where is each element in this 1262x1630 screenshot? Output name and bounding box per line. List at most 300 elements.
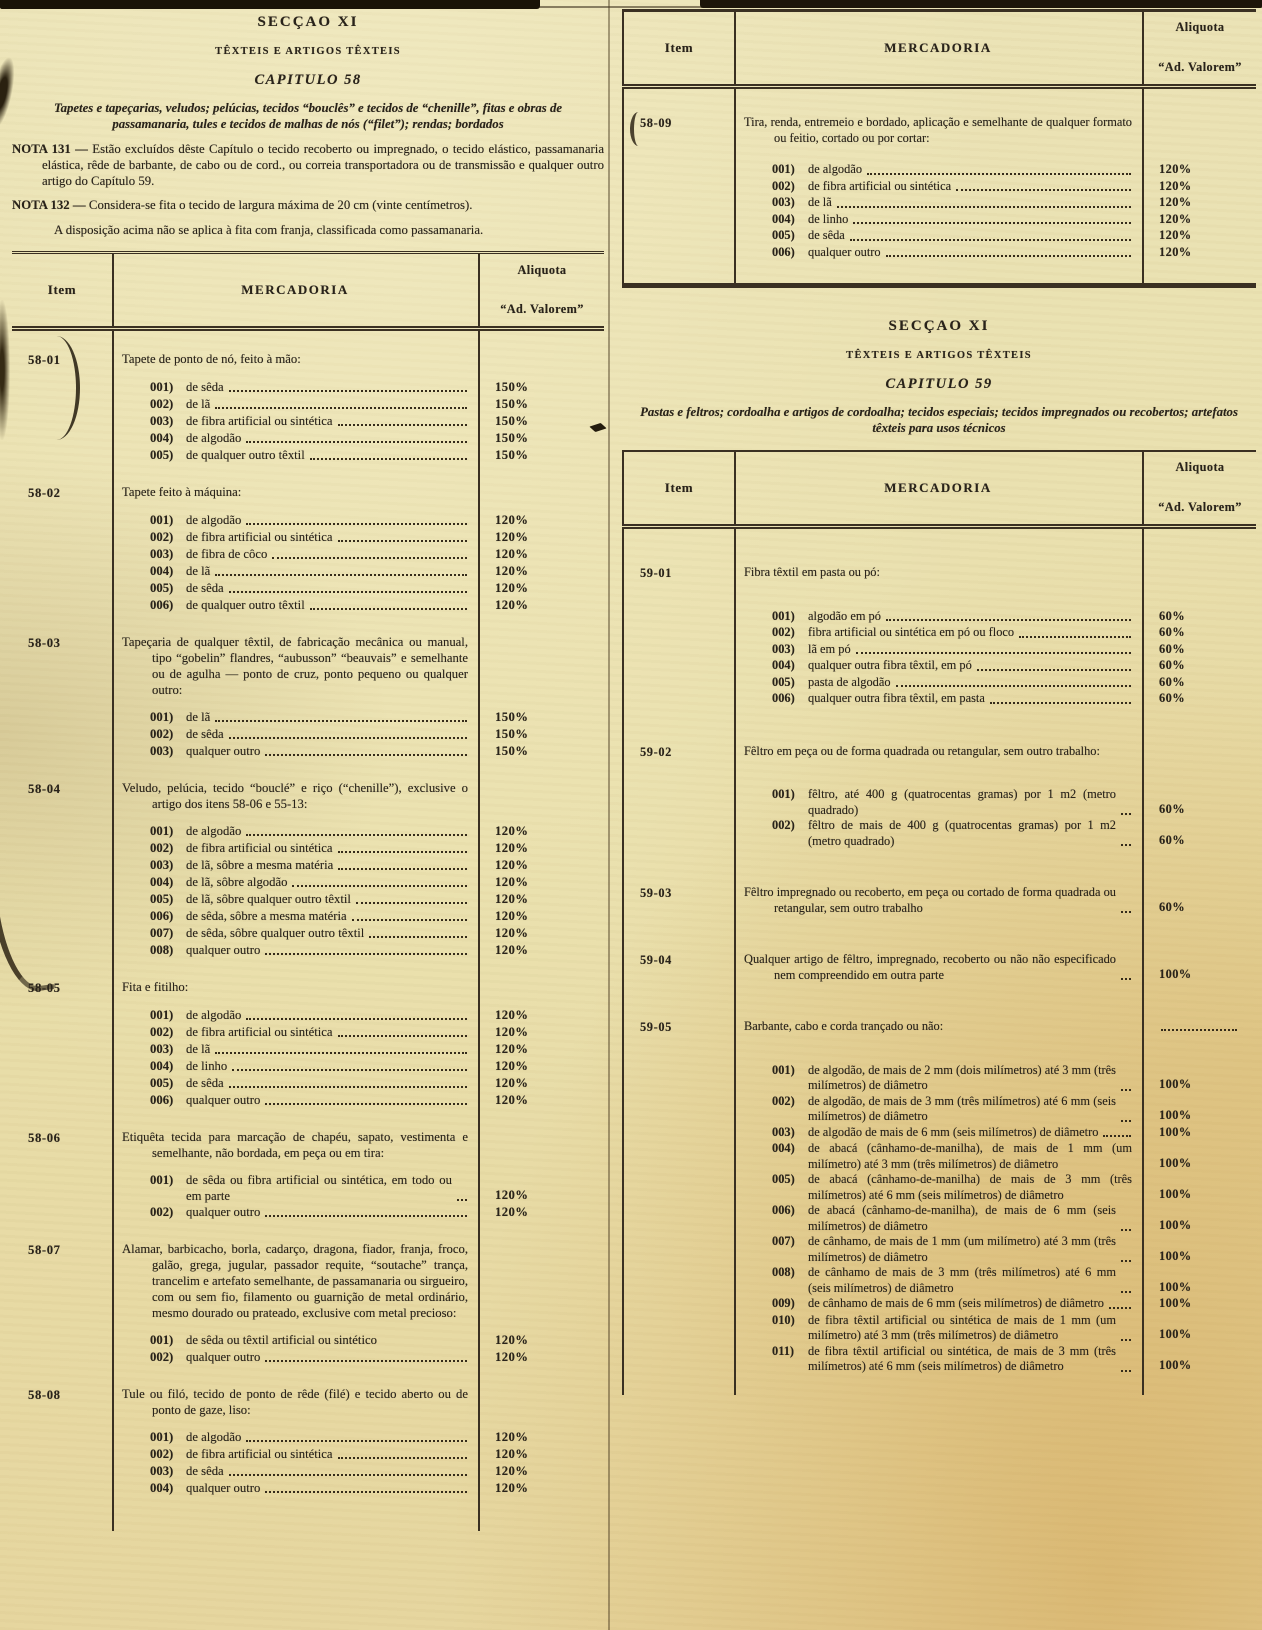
item-code-cell bbox=[622, 885, 734, 916]
sub-item-line bbox=[122, 743, 468, 759]
tariff-sub-item-row bbox=[622, 1063, 1256, 1094]
tariff-sub-item-row bbox=[12, 743, 604, 760]
table-spacer-row bbox=[12, 760, 604, 780]
mercadoria-cell bbox=[112, 1386, 480, 1418]
dot-leader bbox=[1121, 1291, 1131, 1293]
item-code-cell bbox=[622, 609, 734, 626]
sub-item-body bbox=[808, 1125, 1132, 1141]
rate-cell bbox=[480, 1109, 604, 1129]
mercadoria-cell bbox=[112, 580, 480, 597]
table-header-row bbox=[622, 12, 1256, 89]
item-description: Tapeçaria de qualquer têxtil, de fabricação mecânica ou manual, tipo “gobelin” flandres, “aubusson” “beauvais” e semelhante ou de agulha — ponto de cruz, ponto pequeno ou qualquer outro: bbox=[122, 634, 468, 697]
rate-cell bbox=[480, 447, 604, 464]
mercadoria-cell bbox=[112, 1349, 480, 1366]
rate-cell bbox=[480, 979, 604, 996]
sub-item-number: 004) bbox=[150, 874, 174, 889]
dot-leader bbox=[338, 1035, 467, 1037]
mercadoria-cell bbox=[112, 614, 480, 634]
sub-item-body bbox=[808, 1265, 1132, 1296]
sub-item-text: de cânhamo de mais de 6 mm (seis milímetros) de diâmetro bbox=[808, 1296, 1104, 1310]
rate-cell bbox=[480, 351, 604, 368]
mercadoria-cell bbox=[734, 708, 1144, 744]
rate-value: 120% bbox=[1159, 228, 1192, 242]
sub-item-text: de sêda, sôbre qualquer outro têxtil bbox=[186, 925, 365, 940]
sub-item-body bbox=[186, 709, 468, 725]
sub-item-number: 001) bbox=[150, 1172, 174, 1187]
dot-leader bbox=[1121, 1229, 1131, 1231]
sub-item-line bbox=[744, 1172, 1132, 1203]
sub-item-body bbox=[186, 597, 468, 613]
item-code-cell bbox=[12, 512, 112, 529]
mercadoria-cell bbox=[112, 1109, 480, 1129]
sub-item-line bbox=[122, 512, 468, 528]
item-code-cell bbox=[12, 634, 112, 698]
sub-item-body bbox=[186, 891, 468, 907]
chapter-notes bbox=[12, 142, 604, 239]
chapter-title: CAPITULO 58 bbox=[254, 72, 362, 88]
tariff-sub-item-row bbox=[12, 709, 604, 726]
tariff-sub-item-row bbox=[622, 1296, 1256, 1313]
sub-item-line bbox=[122, 1092, 468, 1108]
table-spacer-row bbox=[622, 146, 1256, 162]
rate-cell bbox=[480, 1058, 604, 1075]
sub-item-line bbox=[122, 1204, 468, 1220]
sub-item-text: de algodão bbox=[186, 512, 242, 527]
sub-item-line bbox=[122, 1480, 468, 1496]
sub-item-text: de algodão, de mais de 2 mm (dois milímetros) até 3 mm (três milímetros) de diâmetro bbox=[808, 1062, 1116, 1092]
sub-item-body bbox=[186, 413, 468, 429]
rate-value: 100% bbox=[1159, 1186, 1192, 1201]
sub-item-body bbox=[186, 874, 468, 890]
item-code-cell bbox=[622, 916, 734, 952]
tariff-sub-item-row bbox=[622, 195, 1256, 212]
sub-item-body bbox=[808, 818, 1132, 849]
left-column bbox=[12, 0, 604, 1531]
tariff-sub-item-row bbox=[12, 891, 604, 908]
tariff-item-row bbox=[12, 979, 604, 996]
sub-item-body bbox=[186, 840, 468, 856]
item-code-cell bbox=[12, 1349, 112, 1366]
item-description: Barbante, cabo e corda trançado ou não: bbox=[744, 1019, 944, 1033]
dot-leader bbox=[229, 1474, 467, 1476]
sub-item-line bbox=[122, 546, 468, 562]
sub-item-body bbox=[808, 1313, 1132, 1344]
mercadoria-cell bbox=[734, 146, 1144, 162]
rate-value: 60% bbox=[1159, 641, 1185, 656]
rate-value: 60% bbox=[1159, 899, 1185, 914]
sub-item-body bbox=[808, 228, 1132, 244]
rate-value: 120% bbox=[495, 1024, 529, 1039]
mercadoria-cell bbox=[734, 12, 1144, 84]
table-spacer-row bbox=[12, 1418, 604, 1429]
sub-item-number: 004) bbox=[772, 658, 795, 672]
dot-leader bbox=[850, 239, 1131, 241]
sub-item-line bbox=[744, 642, 1132, 658]
sub-item-line bbox=[744, 1313, 1132, 1344]
table-spacer-row bbox=[12, 1161, 604, 1172]
sub-item-body bbox=[808, 1094, 1132, 1125]
sub-item-body bbox=[186, 857, 468, 873]
tariff-item-row bbox=[12, 634, 604, 698]
item-code-cell bbox=[12, 368, 112, 379]
sub-item-body bbox=[186, 942, 468, 958]
table-header-item: Item bbox=[47, 281, 77, 297]
mercadoria-cell bbox=[734, 115, 1144, 146]
mercadoria-cell bbox=[112, 709, 480, 726]
item-code-cell bbox=[12, 698, 112, 709]
item-code-cell bbox=[12, 1497, 112, 1531]
rate-cell bbox=[480, 698, 604, 709]
rate-cell bbox=[480, 726, 604, 743]
sub-item-body bbox=[808, 1203, 1132, 1234]
rate-cell bbox=[480, 891, 604, 908]
sub-item-line bbox=[122, 1429, 468, 1445]
rate-cell bbox=[480, 942, 604, 959]
item-description: Fita e fitilho: bbox=[122, 979, 189, 994]
dot-leader bbox=[265, 1491, 467, 1493]
dot-leader bbox=[1121, 1339, 1131, 1341]
item-description-line bbox=[122, 979, 468, 995]
item-code-cell bbox=[12, 1332, 112, 1349]
item-code-cell bbox=[12, 379, 112, 396]
mercadoria-cell bbox=[734, 1094, 1144, 1125]
table-spacer-row bbox=[12, 698, 604, 709]
sub-item-number: 001) bbox=[772, 162, 795, 176]
mercadoria-cell bbox=[734, 1375, 1144, 1395]
table-spacer-row bbox=[622, 983, 1256, 1019]
mercadoria-cell bbox=[112, 1007, 480, 1024]
sub-item-text: de cânhamo, de mais de 1 mm (um milímetro) até 3 mm (três milímetros) de diâmetro bbox=[808, 1234, 1116, 1264]
item-code-cell bbox=[12, 1386, 112, 1418]
rate-cell bbox=[480, 512, 604, 529]
sub-item-line bbox=[744, 1094, 1132, 1125]
tariff-sub-item-row bbox=[12, 874, 604, 891]
sub-item-line bbox=[744, 787, 1132, 818]
mercadoria-cell bbox=[112, 546, 480, 563]
sub-item-body bbox=[186, 1092, 468, 1108]
mercadoria-cell bbox=[734, 195, 1144, 212]
rate-value: 120% bbox=[495, 1349, 529, 1364]
sub-item-number: 006) bbox=[150, 1092, 174, 1107]
item-description: Tira, renda, entremeio e bordado, aplicação e semelhante de qualquer formato ou feitio, cortado ou por cortar: bbox=[744, 115, 1132, 145]
mercadoria-cell bbox=[112, 698, 480, 709]
item-code-cell bbox=[12, 331, 112, 351]
rate-cell bbox=[1144, 1125, 1256, 1142]
item-code-cell bbox=[12, 760, 112, 780]
sub-item-text: de algodão bbox=[186, 430, 242, 445]
sub-item-text: qualquer outro bbox=[808, 244, 881, 259]
item-code: 58-01 bbox=[28, 352, 61, 367]
rate-cell bbox=[480, 1386, 604, 1418]
sub-item-number: 004) bbox=[772, 1141, 795, 1155]
item-code-cell bbox=[12, 709, 112, 726]
tariff-sub-item-row bbox=[622, 1344, 1256, 1375]
section-subtitle: TÊXTEIS E ARTIGOS TÊXTEIS bbox=[215, 46, 401, 57]
tariff-item-row bbox=[622, 885, 1256, 916]
item-code-cell bbox=[622, 115, 734, 146]
sub-item-text: de abacá (cânhamo-de-manilha), de mais de 1 mm (um milímetro) até 3 mm (três milímetros) de diâmetro bbox=[808, 1141, 1132, 1171]
item-description-line bbox=[744, 744, 1132, 760]
rate-cell bbox=[480, 430, 604, 447]
table-header-ad-valorem: “Ad. Valorem” bbox=[1158, 499, 1242, 514]
mercadoria-cell bbox=[734, 212, 1144, 229]
rate-value: 120% bbox=[495, 1075, 529, 1090]
sub-item-line bbox=[744, 228, 1132, 244]
mercadoria-cell bbox=[734, 1234, 1144, 1265]
sub-item-line bbox=[122, 563, 468, 579]
rate-cell bbox=[480, 1418, 604, 1429]
tariff-item-row bbox=[12, 351, 604, 368]
sub-item-line bbox=[122, 1332, 468, 1348]
dot-leader bbox=[1121, 844, 1131, 846]
sub-item-line bbox=[744, 1234, 1132, 1265]
rate-cell bbox=[1144, 658, 1256, 675]
sub-item-text: de lã, sôbre algodão bbox=[186, 874, 288, 889]
mercadoria-cell bbox=[112, 1332, 480, 1349]
mercadoria-cell bbox=[734, 787, 1144, 818]
sub-item-line bbox=[744, 1203, 1132, 1234]
column-divider-rule bbox=[608, 0, 610, 1630]
sub-item-line bbox=[122, 1041, 468, 1057]
mercadoria-cell bbox=[112, 823, 480, 840]
item-code-cell bbox=[12, 529, 112, 546]
rate-value: 120% bbox=[495, 546, 529, 561]
item-code: 58-04 bbox=[28, 781, 61, 796]
mercadoria-cell bbox=[112, 529, 480, 546]
rate-cell bbox=[1144, 1019, 1256, 1036]
tariff-sub-item-row bbox=[622, 642, 1256, 659]
mercadoria-cell bbox=[112, 1241, 480, 1321]
sub-item-number: 006) bbox=[772, 244, 795, 259]
sub-item-body bbox=[186, 823, 468, 839]
sub-item-body bbox=[808, 1234, 1132, 1265]
item-code-cell bbox=[622, 1125, 734, 1142]
mercadoria-cell bbox=[734, 916, 1144, 952]
sub-item-number: 003) bbox=[772, 195, 795, 209]
table-spacer-row bbox=[12, 368, 604, 379]
item-description-line bbox=[744, 885, 1132, 916]
rate-cell bbox=[480, 760, 604, 780]
mercadoria-cell bbox=[112, 1058, 480, 1075]
sub-item-body bbox=[186, 1172, 468, 1204]
item-code-cell bbox=[622, 582, 734, 609]
section-title: SECÇAO XI bbox=[888, 318, 990, 334]
tariff-sub-item-row bbox=[12, 529, 604, 546]
item-description-line bbox=[744, 1019, 1132, 1035]
mercadoria-cell bbox=[734, 1296, 1144, 1313]
item-code-cell bbox=[622, 162, 734, 179]
item-description: Tule ou filó, tecido de ponto de rêde (filé) e tecido aberto ou de ponto de gaze, liso: bbox=[122, 1386, 468, 1417]
sub-item-line bbox=[744, 691, 1132, 707]
rate-cell bbox=[1144, 179, 1256, 196]
sub-item-body bbox=[808, 1141, 1132, 1172]
item-description: Veludo, pelúcia, tecido “bouclé” e riço (“chenille”), exclusive o artigo dos itens 58-06 e 55-13: bbox=[122, 780, 468, 811]
mercadoria-cell bbox=[112, 563, 480, 580]
sub-item-line bbox=[122, 925, 468, 941]
rate-cell bbox=[1144, 1265, 1256, 1296]
tariff-sub-item-row bbox=[622, 212, 1256, 229]
dot-leader bbox=[265, 1103, 467, 1105]
rate-cell bbox=[480, 812, 604, 823]
rate-cell bbox=[480, 874, 604, 891]
item-code-cell bbox=[12, 396, 112, 413]
dot-leader bbox=[215, 720, 467, 722]
mercadoria-cell bbox=[112, 597, 480, 614]
table-spacer-row bbox=[12, 614, 604, 634]
dot-leader bbox=[265, 1215, 467, 1217]
rate-value: 120% bbox=[495, 891, 529, 906]
rate-value: 120% bbox=[495, 529, 529, 544]
sub-item-number: 002) bbox=[150, 1024, 174, 1039]
item-code: 59-05 bbox=[640, 1020, 672, 1034]
rate-cell bbox=[480, 634, 604, 698]
table-spacer-row bbox=[622, 916, 1256, 952]
dot-leader bbox=[292, 885, 467, 887]
sub-item-line bbox=[122, 1075, 468, 1091]
sub-item-number: 005) bbox=[150, 891, 174, 906]
sub-item-text: de fibra de côco bbox=[186, 546, 268, 561]
nota-132 bbox=[12, 198, 604, 214]
item-description: Fêltro impregnado ou recoberto, em peça ou cortado de forma quadrada ou retangular, sem outro trabalho bbox=[744, 885, 1116, 915]
dot-leader bbox=[338, 868, 467, 870]
item-code-cell bbox=[622, 1172, 734, 1203]
sub-item-text: de qualquer outro têxtil bbox=[186, 597, 305, 612]
nota-131-text: Estão excluídos dêste Capítulo o tecido recoberto ou impregnado, o tecido elástico, passamanaria elástica, rêde de barbante, de cabo ou de cord., ou correia transportadora ou de transmissão e qualquer outro artigo do Capítulo 59. bbox=[42, 142, 604, 188]
mercadoria-cell bbox=[734, 675, 1144, 692]
table-header-item: Item bbox=[664, 480, 694, 496]
item-code-cell bbox=[622, 691, 734, 708]
rate-value: 150% bbox=[495, 430, 529, 445]
table-header-mercadoria: MERCADORIA bbox=[884, 480, 992, 496]
sub-item-body bbox=[186, 1007, 468, 1023]
sub-item-body bbox=[186, 925, 468, 941]
tariff-sub-item-row bbox=[12, 413, 604, 430]
tariff-sub-item-row bbox=[12, 1075, 604, 1092]
item-code: 58-07 bbox=[28, 1242, 61, 1257]
tariff-table-chapter-59 bbox=[622, 450, 1256, 1395]
table-spacer-row bbox=[12, 464, 604, 484]
item-code-cell bbox=[12, 351, 112, 368]
rate-value: 60% bbox=[1159, 801, 1185, 816]
rate-cell bbox=[1144, 708, 1256, 744]
sub-item-text: de fibra artificial ou sintética bbox=[186, 413, 333, 428]
dot-leader bbox=[1121, 978, 1131, 980]
sub-item-line bbox=[744, 1296, 1132, 1312]
dot-leader bbox=[272, 557, 467, 559]
item-code-cell bbox=[12, 501, 112, 512]
rate-value: 120% bbox=[495, 857, 529, 872]
dot-leader bbox=[990, 702, 1131, 704]
item-code-cell bbox=[622, 89, 734, 115]
dot-leader bbox=[896, 685, 1131, 687]
dot-leader bbox=[246, 441, 467, 443]
sub-item-text: de sêda bbox=[186, 1075, 224, 1090]
dot-leader bbox=[215, 574, 467, 576]
sub-item-line bbox=[122, 430, 468, 446]
table-spacer-row bbox=[12, 1109, 604, 1129]
sub-item-number: 005) bbox=[150, 447, 174, 462]
tariff-sub-item-row bbox=[12, 1092, 604, 1109]
rate-cell bbox=[480, 1024, 604, 1041]
rate-value: 120% bbox=[495, 908, 529, 923]
table-spacer-row bbox=[622, 89, 1256, 115]
rate-cell bbox=[480, 1332, 604, 1349]
item-description-line bbox=[122, 1129, 468, 1161]
table-spacer-row bbox=[622, 849, 1256, 885]
mercadoria-cell bbox=[734, 691, 1144, 708]
rate-cell bbox=[1144, 261, 1256, 283]
sub-item-number: 001) bbox=[150, 379, 174, 394]
rate-cell bbox=[1144, 1141, 1256, 1172]
dot-leader bbox=[229, 591, 467, 593]
dot-leader bbox=[352, 919, 467, 921]
tariff-sub-item-row bbox=[622, 1172, 1256, 1203]
mercadoria-cell bbox=[734, 983, 1144, 1019]
sub-item-line bbox=[122, 1007, 468, 1023]
sub-item-text: de lã bbox=[186, 563, 211, 578]
sub-item-body bbox=[186, 1075, 468, 1091]
rate-cell bbox=[480, 996, 604, 1007]
tariff-item-row bbox=[12, 1129, 604, 1161]
sub-item-number: 003) bbox=[150, 857, 174, 872]
mercadoria-cell bbox=[112, 996, 480, 1007]
dot-leader bbox=[265, 953, 467, 955]
chapter-title: CAPITULO 59 bbox=[885, 376, 993, 392]
sub-item-text: qualquer outro bbox=[186, 743, 261, 758]
sub-item-text: de algodão de mais de 6 mm (seis milímetros) de diâmetro bbox=[808, 1124, 1099, 1139]
rate-value: 120% bbox=[495, 1058, 529, 1073]
item-code-cell bbox=[12, 979, 112, 996]
mercadoria-cell bbox=[112, 1129, 480, 1161]
rate-value: 120% bbox=[1159, 195, 1192, 209]
sub-item-body bbox=[808, 675, 1132, 691]
item-description: Alamar, barbicacho, borla, cadarço, dragona, fiador, franja, froco, galão, grega, jugular, passador requite, “soutache” trança, trancelim e artefato semelhante, de passamanaria ou sirgueiro, com ou sem fio, filamento ou guarnição de metal ordinário, mesmo dourado ou prateado, exclusive com metal precioso: bbox=[122, 1241, 468, 1320]
sub-item-text: qualquer outra fibra têxtil, em pó bbox=[808, 658, 972, 672]
item-code-cell bbox=[12, 1129, 112, 1161]
item-code-cell bbox=[622, 1094, 734, 1125]
rate-cell bbox=[1144, 228, 1256, 245]
mercadoria-cell bbox=[112, 1366, 480, 1386]
rate-value: 100% bbox=[1159, 1108, 1192, 1122]
mercadoria-cell bbox=[734, 1344, 1144, 1375]
sub-item-number: 005) bbox=[772, 1172, 795, 1186]
dot-leader bbox=[457, 1199, 467, 1201]
rate-value: 100% bbox=[1159, 1358, 1192, 1372]
item-code-cell bbox=[622, 261, 734, 283]
mercadoria-cell bbox=[112, 1092, 480, 1109]
sub-item-body bbox=[808, 1344, 1132, 1375]
item-code-cell bbox=[622, 212, 734, 229]
mercadoria-cell bbox=[112, 959, 480, 979]
item-code-cell bbox=[12, 430, 112, 447]
sub-item-number: 002) bbox=[150, 1349, 174, 1364]
sub-item-text: de sêda, sôbre a mesma matéria bbox=[186, 908, 347, 923]
mercadoria-cell bbox=[734, 1019, 1144, 1036]
sub-item-number: 006) bbox=[150, 908, 174, 923]
sub-item-text: de linho bbox=[186, 1058, 228, 1073]
sub-item-number: 001) bbox=[150, 709, 174, 724]
rate-value: 150% bbox=[495, 379, 529, 394]
sub-item-line bbox=[122, 529, 468, 545]
sub-item-number: 005) bbox=[772, 674, 795, 689]
tariff-sub-item-row bbox=[12, 1172, 604, 1204]
tariff-sub-item-row bbox=[12, 925, 604, 942]
tariff-sub-item-row bbox=[12, 1204, 604, 1221]
item-code-cell bbox=[622, 1063, 734, 1094]
item-code-cell bbox=[12, 1075, 112, 1092]
sub-item-number: 001) bbox=[150, 823, 174, 838]
sub-item-line bbox=[744, 245, 1132, 261]
